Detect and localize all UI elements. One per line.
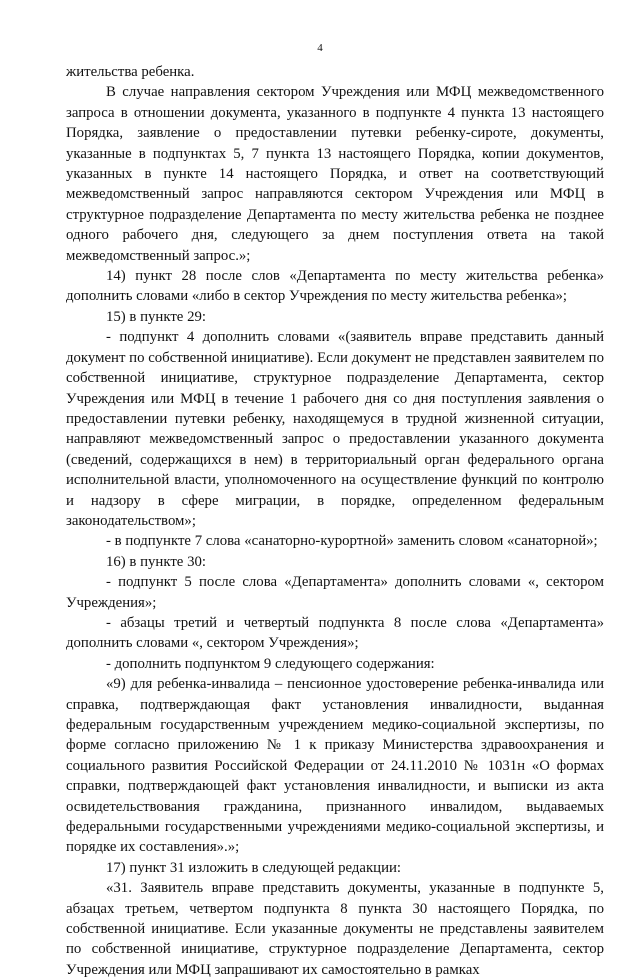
paragraph: 14) пункт 28 после слов «Департамента по месту жительства ребенка» дополнить словами «либо в сектор Учреждения по месту жительства ребенка»; (66, 268, 604, 305)
paragraph: - подпункт 5 после слова «Департамента» дополнить словами «, сектором Учреждения»; (66, 574, 604, 611)
paragraph: «9) для ребенка-инвалида – пенсионное удостоверение ребенка-инвалида или справка, подтверждающая факт установления инвалидности, выданная федеральным государственным учреждением медико-социальной экспертизы, по форме согласно приложению № 1 к приказу Министерства здравоохранения и социального развития Российской Федерации от 24.11.2010 № 1031н «О формах справки, подтверждающей факт установления инвалидности, и выписки из акта освидетельствования гражданина, признанного инвалидом, выдаваемых федеральными государственными учреждениями медико-социальной экспертизы, и порядке их составления».»; (66, 676, 604, 856)
paragraph: - в подпункте 7 слова «санаторно-курортной» заменить словом «санаторной»; (106, 533, 598, 550)
paragraph: «31. Заявитель вправе представить документы, указанные в подпункте 5, абзацах третьем, четвертом подпункта 8 пункта 30 настоящего Порядка, по собственной инициативе. Если указанные документы не представлены заявителем по собственной инициативе, структурное подразделение Департамента, сектор Учреждения или МФЦ запрашивают их самостоятельно в рамках (66, 880, 604, 978)
paragraph: - дополнить подпунктом 9 следующего содержания: (106, 655, 435, 672)
paragraph: В случае направления сектором Учреждения или МФЦ межведомственного запроса в отношении документа, указанного в подпункте 4 пункта 13 настоящего Порядка, заявление о предоставлении путевки ребенку-сироте, документы, указанные в подпунктах 5, 7 пункта 13 настоящего Порядка, копии документов, указанных в пункте 14 настоящего Порядка, и ответ на соответствующий межведомственный запрос направляются сектором Учреждения или МФЦ в структурное подразделение Департамента по месту жительства ребенка не позднее одного рабочего дня, следующего за днем поступления ответа на такой межведомственный запрос.»; (66, 84, 604, 264)
paragraph: 17) пункт 31 изложить в следующей редакции: (106, 859, 402, 876)
paragraph: 15) в пункте 29: (106, 308, 206, 325)
paragraph: - абзацы третий и четвертый подпункта 8 после слова «Департамента» дополнить словами «, сектором Учреждения»; (66, 614, 604, 652)
document-body (66, 62, 604, 980)
page-number: 4 (317, 42, 323, 54)
paragraph: жительства ребенка. (66, 64, 195, 80)
paragraph: - подпункт 4 дополнить словами «(заявитель вправе представить данный документ по собственной инициативе). Если документ не представлен заявителем по собственной инициативе, структурное подразделение Департамента, сектор Учреждения или МФЦ в течение 1 рабочего дня со дня поступления заявления о предоставлении путевки ребенку, находящемуся в трудной жизненной ситуации, направляют межведомственный запрос о предоставлении указанного документа (сведений, содержащихся в нем) в территориальный орган федерального органа исполнительной власти, уполномоченного на осуществление функций по контролю и надзору в сфере миграции, в порядке, определенном федеральным законодательством»; (66, 329, 604, 529)
paragraph: 16) в пункте 30: (106, 553, 206, 570)
